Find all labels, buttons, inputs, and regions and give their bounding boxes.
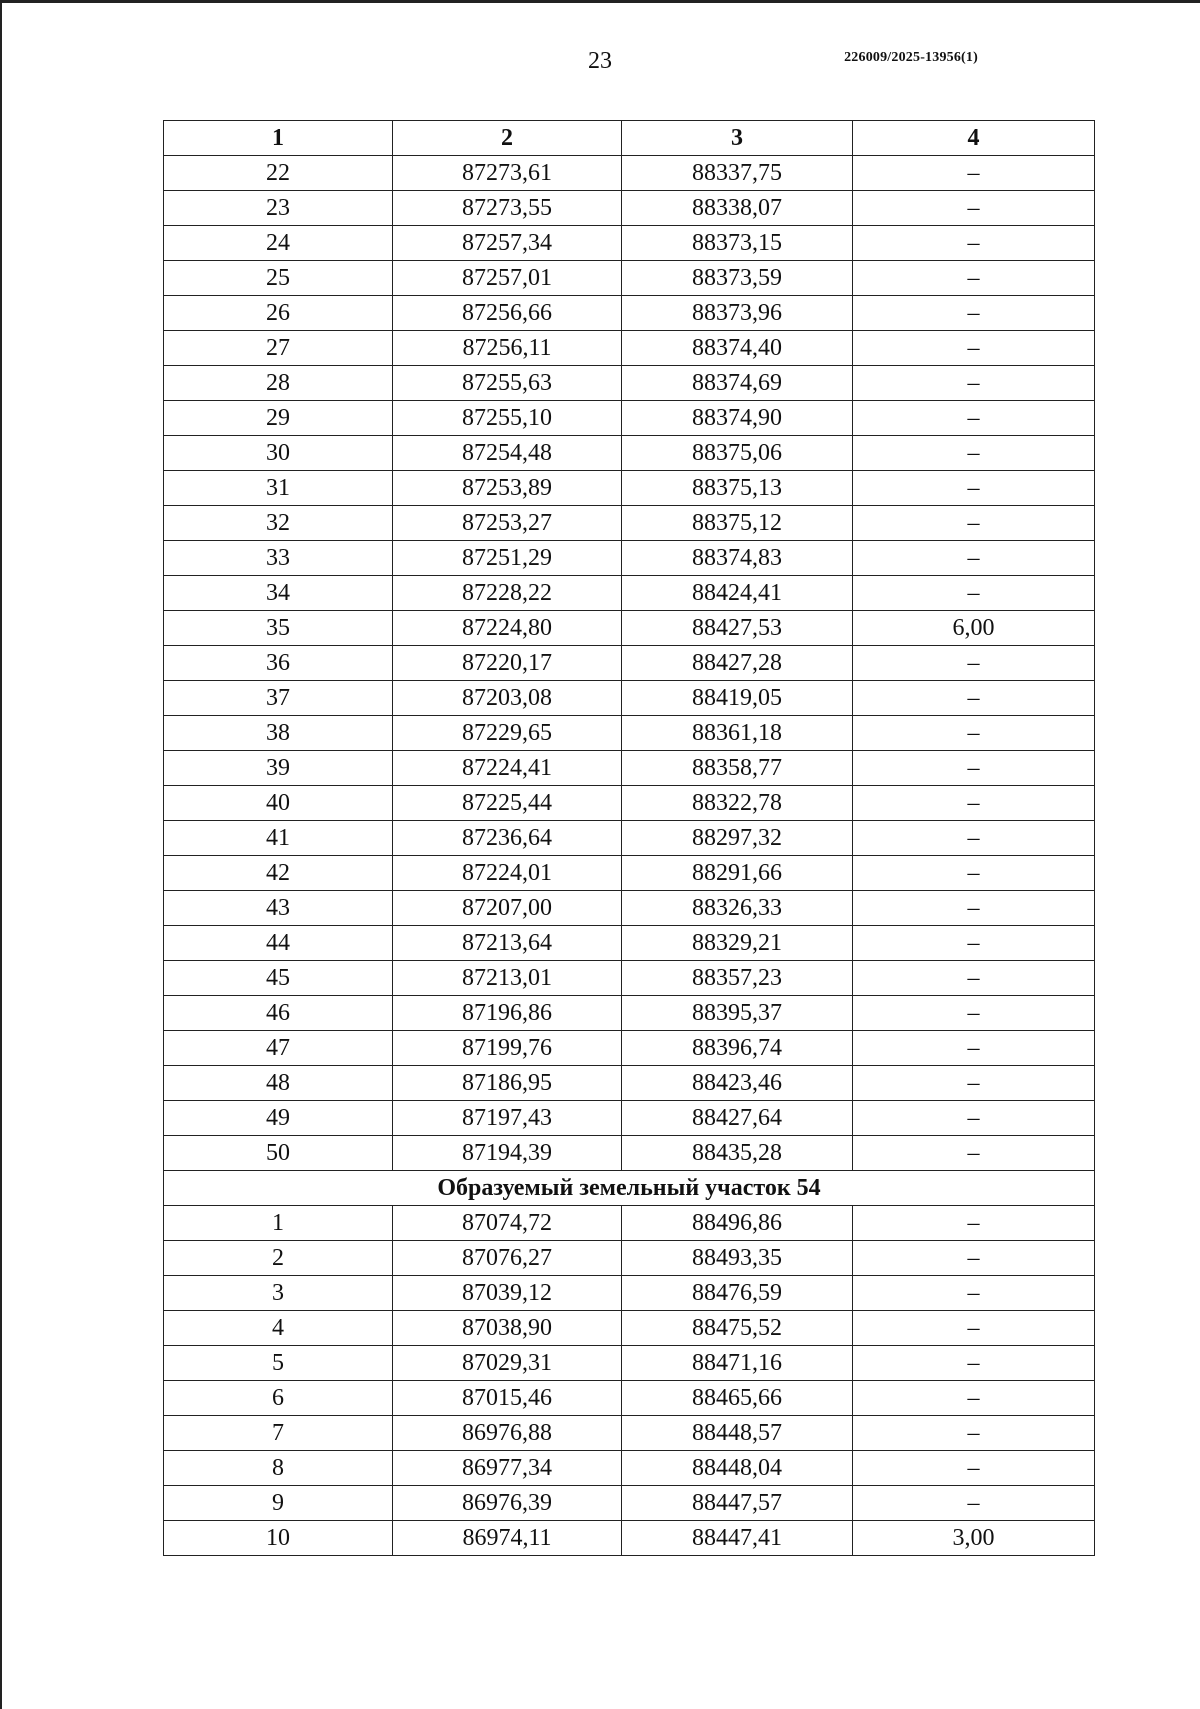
table-cell: – (853, 191, 1095, 226)
table-cell: 87197,43 (393, 1101, 622, 1136)
table-cell: 88471,16 (622, 1346, 853, 1381)
table-cell: 6,00 (853, 611, 1095, 646)
table-cell: – (853, 786, 1095, 821)
table-cell: 87253,89 (393, 471, 622, 506)
column-header: 3 (622, 121, 853, 156)
table-cell: 27 (164, 331, 393, 366)
table-row (164, 1486, 1095, 1521)
table-cell: – (853, 1416, 1095, 1451)
table-cell: – (853, 541, 1095, 576)
table-row (164, 1346, 1095, 1381)
column-header: 1 (164, 121, 393, 156)
table-cell: 87207,00 (393, 891, 622, 926)
page-number: 23 (588, 48, 612, 74)
table-cell: 87229,65 (393, 716, 622, 751)
table-cell: 43 (164, 891, 393, 926)
table-cell: – (853, 296, 1095, 331)
table-cell: 3 (164, 1276, 393, 1311)
table-cell: – (853, 1381, 1095, 1416)
table-header-row (164, 121, 1095, 156)
table-row (164, 681, 1095, 716)
coordinates-table (163, 120, 1095, 1556)
table-cell: 88361,18 (622, 716, 853, 751)
table-cell: 35 (164, 611, 393, 646)
table-cell: 88448,57 (622, 1416, 853, 1451)
table-cell: 32 (164, 506, 393, 541)
table-cell: 87257,01 (393, 261, 622, 296)
table-cell: 88375,13 (622, 471, 853, 506)
table-row (164, 786, 1095, 821)
table-cell: 88465,66 (622, 1381, 853, 1416)
table-cell: 88374,40 (622, 331, 853, 366)
table-row (164, 1451, 1095, 1486)
table-cell: – (853, 1451, 1095, 1486)
table-cell: 88419,05 (622, 681, 853, 716)
table-row (164, 366, 1095, 401)
table-cell: 88297,32 (622, 821, 853, 856)
scan-left-border (0, 0, 2, 1709)
table-row (164, 856, 1095, 891)
table-cell: 33 (164, 541, 393, 576)
table-cell: – (853, 1241, 1095, 1276)
table-cell: – (853, 751, 1095, 786)
table-cell: 37 (164, 681, 393, 716)
table-cell: 88493,35 (622, 1241, 853, 1276)
table-cell: 88329,21 (622, 926, 853, 961)
table-row (164, 261, 1095, 296)
table-cell: 87029,31 (393, 1346, 622, 1381)
table-row (164, 401, 1095, 436)
table-row (164, 1066, 1095, 1101)
table-cell: 88374,83 (622, 541, 853, 576)
table-row (164, 331, 1095, 366)
table-row (164, 1136, 1095, 1171)
table-cell: – (853, 1136, 1095, 1171)
table-cell: – (853, 1346, 1095, 1381)
table-cell: 22 (164, 156, 393, 191)
table-cell: 87273,61 (393, 156, 622, 191)
table-cell: – (853, 1206, 1095, 1241)
table-cell: 88424,41 (622, 576, 853, 611)
table-cell: 41 (164, 821, 393, 856)
table-cell: 87220,17 (393, 646, 622, 681)
table-cell: – (853, 261, 1095, 296)
table-cell: 87203,08 (393, 681, 622, 716)
table-cell: 8 (164, 1451, 393, 1486)
table-cell: 88357,23 (622, 961, 853, 996)
table-cell: – (853, 996, 1095, 1031)
table-cell: – (853, 1486, 1095, 1521)
table-cell: – (853, 331, 1095, 366)
table-cell: 88338,07 (622, 191, 853, 226)
table-cell: 88337,75 (622, 156, 853, 191)
table-row (164, 821, 1095, 856)
table-cell: 88435,28 (622, 1136, 853, 1171)
table-cell: 87254,48 (393, 436, 622, 471)
table-cell: 49 (164, 1101, 393, 1136)
table-cell: 26 (164, 296, 393, 331)
table-cell: 88322,78 (622, 786, 853, 821)
table-cell: 87224,80 (393, 611, 622, 646)
table-row (164, 1311, 1095, 1346)
table-cell: – (853, 961, 1095, 996)
table-cell: – (853, 716, 1095, 751)
table-cell: 88476,59 (622, 1276, 853, 1311)
table-cell: 88395,37 (622, 996, 853, 1031)
table-cell: 29 (164, 401, 393, 436)
table-cell: 87236,64 (393, 821, 622, 856)
table-cell: 30 (164, 436, 393, 471)
table-cell: 42 (164, 856, 393, 891)
table-cell: 86974,11 (393, 1521, 622, 1556)
table-body (164, 156, 1095, 1556)
table-cell: 88374,90 (622, 401, 853, 436)
table-cell: 4 (164, 1311, 393, 1346)
table-cell: 38 (164, 716, 393, 751)
table-cell: 50 (164, 1136, 393, 1171)
table-row (164, 961, 1095, 996)
table-cell: 48 (164, 1066, 393, 1101)
table-cell: 86976,39 (393, 1486, 622, 1521)
table-row (164, 751, 1095, 786)
table-cell: 88373,59 (622, 261, 853, 296)
table-cell: 6 (164, 1381, 393, 1416)
table-cell: 88475,52 (622, 1311, 853, 1346)
table-cell: 46 (164, 996, 393, 1031)
table-row (164, 611, 1095, 646)
table-cell: 88396,74 (622, 1031, 853, 1066)
table-row (164, 1206, 1095, 1241)
table-cell: 36 (164, 646, 393, 681)
table-row (164, 436, 1095, 471)
table-cell: 87255,63 (393, 366, 622, 401)
table-cell: 5 (164, 1346, 393, 1381)
table-cell: 86976,88 (393, 1416, 622, 1451)
table-cell: 87213,01 (393, 961, 622, 996)
table-cell: – (853, 1031, 1095, 1066)
table-row (164, 891, 1095, 926)
table-cell: 88326,33 (622, 891, 853, 926)
table-cell: – (853, 926, 1095, 961)
table-cell: – (853, 681, 1095, 716)
table-cell: 87225,44 (393, 786, 622, 821)
table-row (164, 576, 1095, 611)
table-cell: 1 (164, 1206, 393, 1241)
table-cell: 86977,34 (393, 1451, 622, 1486)
table-row (164, 1416, 1095, 1451)
table-cell: 88291,66 (622, 856, 853, 891)
table-cell: – (853, 576, 1095, 611)
table-cell: 88375,06 (622, 436, 853, 471)
table-cell: 87255,10 (393, 401, 622, 436)
table-cell: 88427,64 (622, 1101, 853, 1136)
table-cell: – (853, 646, 1095, 681)
table-cell: 45 (164, 961, 393, 996)
table-cell: – (853, 1066, 1095, 1101)
table-cell: 87199,76 (393, 1031, 622, 1066)
table-cell: 28 (164, 366, 393, 401)
table-cell: 44 (164, 926, 393, 961)
table-cell: – (853, 891, 1095, 926)
table-row (164, 646, 1095, 681)
table-cell: – (853, 436, 1095, 471)
table-row (164, 1031, 1095, 1066)
table-cell: 87074,72 (393, 1206, 622, 1241)
table-cell: 25 (164, 261, 393, 296)
table-row (164, 996, 1095, 1031)
table-cell: 87038,90 (393, 1311, 622, 1346)
document-id: 226009/2025-13956(1) (844, 50, 978, 65)
table-row (164, 716, 1095, 751)
table-cell: 87076,27 (393, 1241, 622, 1276)
table-cell: 24 (164, 226, 393, 261)
table-cell: – (853, 1101, 1095, 1136)
table-cell: 88427,53 (622, 611, 853, 646)
table-row (164, 541, 1095, 576)
table-cell: 87256,66 (393, 296, 622, 331)
table-row (164, 1241, 1095, 1276)
table-cell: 39 (164, 751, 393, 786)
table-row (164, 296, 1095, 331)
table-cell: 87039,12 (393, 1276, 622, 1311)
table-row (164, 156, 1095, 191)
table-cell: – (853, 821, 1095, 856)
table-cell: – (853, 226, 1095, 261)
table-cell: – (853, 156, 1095, 191)
table-cell: 87194,39 (393, 1136, 622, 1171)
table-cell: 88448,04 (622, 1451, 853, 1486)
table-cell: 10 (164, 1521, 393, 1556)
table-cell: – (853, 506, 1095, 541)
scan-top-border (0, 0, 1200, 3)
table-cell: 88447,57 (622, 1486, 853, 1521)
table-cell: 87213,64 (393, 926, 622, 961)
column-header: 2 (393, 121, 622, 156)
table-cell: 87257,34 (393, 226, 622, 261)
table-cell: 2 (164, 1241, 393, 1276)
table-row (164, 1521, 1095, 1556)
table-cell: 87273,55 (393, 191, 622, 226)
table-row (164, 926, 1095, 961)
table-row (164, 471, 1095, 506)
table-cell: 87253,27 (393, 506, 622, 541)
table-cell: – (853, 856, 1095, 891)
table-cell: 47 (164, 1031, 393, 1066)
table-cell: 9 (164, 1486, 393, 1521)
table-cell: 87256,11 (393, 331, 622, 366)
table-row (164, 506, 1095, 541)
table-cell: – (853, 401, 1095, 436)
table-cell: 88373,15 (622, 226, 853, 261)
table-cell: 40 (164, 786, 393, 821)
section-row (164, 1171, 1095, 1206)
table-row (164, 1381, 1095, 1416)
table-cell: – (853, 366, 1095, 401)
table-cell: 88427,28 (622, 646, 853, 681)
table-cell: 88358,77 (622, 751, 853, 786)
table-cell: 87186,95 (393, 1066, 622, 1101)
table-cell: 3,00 (853, 1521, 1095, 1556)
table-cell: 87224,41 (393, 751, 622, 786)
table-cell: 87015,46 (393, 1381, 622, 1416)
section-title: Образуемый земельный участок 54 (164, 1171, 1095, 1206)
table-cell: 88423,46 (622, 1066, 853, 1101)
table-cell: 34 (164, 576, 393, 611)
table-cell: 88447,41 (622, 1521, 853, 1556)
table-cell: 87251,29 (393, 541, 622, 576)
table-cell: 88374,69 (622, 366, 853, 401)
table-cell: – (853, 1276, 1095, 1311)
table-cell: 88375,12 (622, 506, 853, 541)
table-cell: 88373,96 (622, 296, 853, 331)
table-cell: 88496,86 (622, 1206, 853, 1241)
table-row (164, 1101, 1095, 1136)
table-row (164, 1276, 1095, 1311)
table-cell: – (853, 1311, 1095, 1346)
table-cell: 23 (164, 191, 393, 226)
table-row (164, 191, 1095, 226)
column-header: 4 (853, 121, 1095, 156)
table-cell: 7 (164, 1416, 393, 1451)
table-cell: 87196,86 (393, 996, 622, 1031)
table-row (164, 226, 1095, 261)
table-cell: 87228,22 (393, 576, 622, 611)
table-cell: 87224,01 (393, 856, 622, 891)
table-cell: 31 (164, 471, 393, 506)
table-cell: – (853, 471, 1095, 506)
